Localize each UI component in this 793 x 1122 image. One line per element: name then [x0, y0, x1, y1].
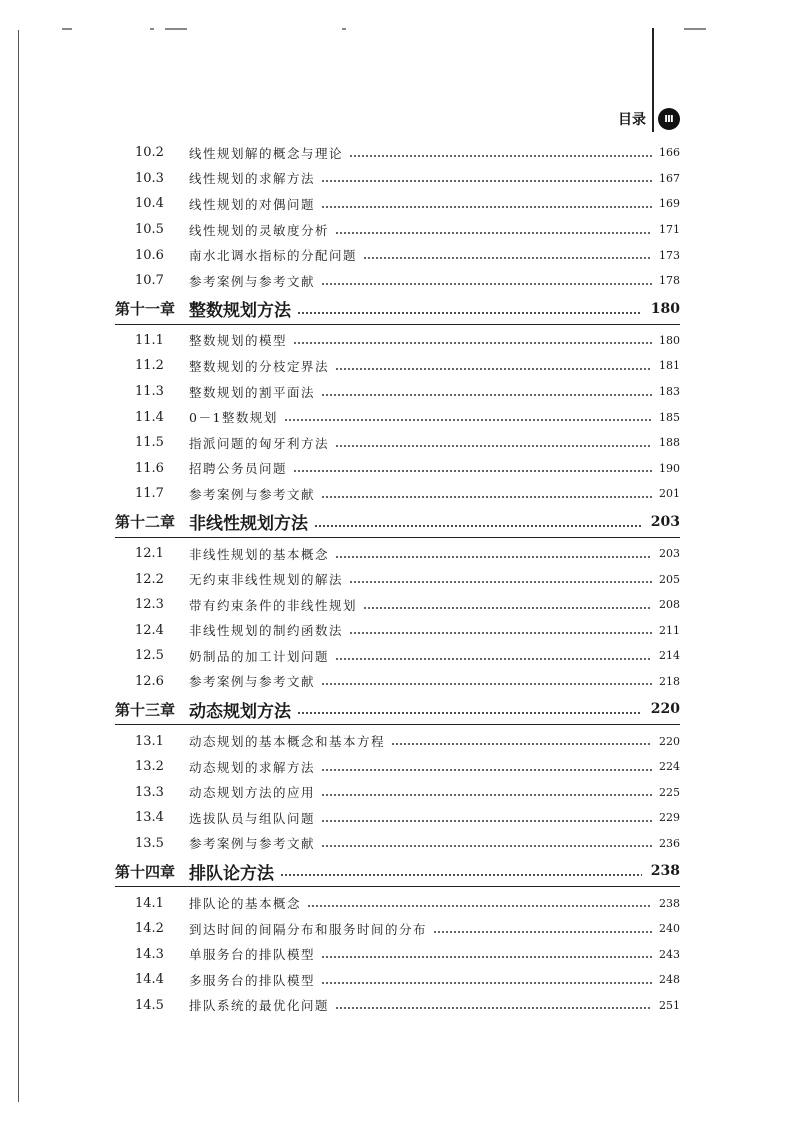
dot-leader: [314, 525, 642, 527]
toc-section-entry[interactable]: [115, 592, 680, 618]
section-title: 线性规划的灵敏度分析: [189, 222, 330, 238]
dot-leader: [433, 931, 652, 933]
page-number: 173: [659, 248, 680, 262]
page-number: 167: [659, 171, 680, 185]
page-number: 225: [659, 785, 680, 799]
dot-leader: [335, 1007, 652, 1009]
section-number: 12.2: [135, 571, 164, 587]
page-number: 238: [659, 896, 680, 910]
dot-leader: [321, 283, 652, 285]
section-title: 招聘公务员问题: [189, 461, 288, 477]
section-title: 0－1整数规划: [189, 410, 278, 426]
dot-leader: [335, 658, 652, 660]
section-number: 11.1: [135, 332, 164, 348]
dot-leader: [321, 180, 652, 182]
section-title: 参考案例与参考文献: [189, 674, 316, 690]
dot-leader: [321, 496, 652, 498]
section-number: 10.2: [135, 145, 164, 161]
section-number: 13.2: [135, 759, 164, 775]
page-number: 238: [650, 863, 680, 880]
toc-section-entry[interactable]: [115, 430, 680, 456]
section-number: 13.3: [135, 784, 164, 800]
section-title: 排队系统的最优化问题: [189, 998, 330, 1014]
section-number: 14.3: [135, 946, 164, 962]
scan-speck: [684, 28, 706, 30]
page-number: 181: [659, 359, 680, 373]
section-title: 线性规划的对偶问题: [189, 196, 316, 212]
chapter-number: 第十四章: [115, 862, 176, 881]
chapter-title: 排队论方法: [189, 863, 275, 884]
dot-leader: [349, 632, 652, 634]
page-number: 220: [659, 734, 680, 748]
section-title: 非线性规划的制约函数法: [189, 623, 344, 639]
section-number: 14.2: [135, 921, 164, 937]
toc-section-entry[interactable]: [115, 993, 680, 1019]
section-title: 整数规划的模型: [189, 333, 288, 349]
page-number: 180: [659, 333, 680, 347]
chapter-title: 整数规划方法: [189, 301, 292, 322]
toc-section-entry[interactable]: [115, 566, 680, 592]
page-number: 166: [659, 146, 680, 160]
page-header: [618, 107, 680, 131]
dot-leader: [321, 683, 652, 685]
section-number: 10.5: [135, 222, 164, 238]
page-number-badge: Ⅲ: [658, 108, 680, 130]
section-number: 10.7: [135, 273, 164, 289]
toc-section-entry[interactable]: [115, 268, 680, 294]
dot-leader: [297, 712, 642, 714]
toc-section-entry[interactable]: [115, 941, 680, 967]
section-title: 动态规划的求解方法: [189, 759, 316, 775]
section-number: 13.5: [135, 835, 164, 851]
toc-section-entry[interactable]: [115, 916, 680, 942]
section-title: 线性规划的求解方法: [189, 171, 316, 187]
page-number: 178: [659, 274, 680, 288]
section-number: 11.2: [135, 358, 164, 374]
section-number: 11.3: [135, 384, 164, 400]
section-title: 非线性规划的基本概念: [189, 546, 330, 562]
page-number: 220: [650, 701, 680, 718]
page-number: 248: [659, 973, 680, 987]
toc-section-entry[interactable]: [115, 779, 680, 805]
page-number: 183: [659, 385, 680, 399]
toc-section-entry[interactable]: [115, 967, 680, 993]
page-number: 201: [659, 487, 680, 501]
section-title: 整数规划的分枝定界法: [189, 358, 330, 374]
section-number: 13.1: [135, 733, 164, 749]
dot-leader: [321, 845, 652, 847]
section-title: 整数规划的割平面法: [189, 384, 316, 400]
dot-leader: [349, 581, 652, 583]
toc-section-entry[interactable]: [115, 242, 680, 268]
page-number: 229: [659, 811, 680, 825]
section-title: 线性规划解的概念与理论: [189, 145, 344, 161]
dot-leader: [335, 556, 652, 558]
toc-section-entry[interactable]: [115, 379, 680, 405]
section-number: 13.4: [135, 810, 164, 826]
page-title: 目录: [618, 112, 646, 128]
section-title: 动态规划的基本概念和基本方程: [189, 734, 386, 750]
toc-section-entry[interactable]: [115, 728, 680, 754]
dot-leader: [335, 232, 652, 234]
toc-section-entry[interactable]: [115, 404, 680, 430]
page-number: 208: [659, 598, 680, 612]
dot-leader: [293, 470, 652, 472]
toc-section-entry[interactable]: [115, 618, 680, 644]
scan-margin-line: [18, 30, 19, 1102]
section-title: 到达时间的间隔分布和服务时间的分布: [189, 921, 428, 937]
section-title: 参考案例与参考文献: [189, 486, 316, 502]
section-number: 11.4: [135, 409, 164, 425]
dot-leader: [335, 445, 652, 447]
section-number: 10.3: [135, 170, 164, 186]
page-number: 243: [659, 947, 680, 961]
dot-leader: [280, 874, 642, 876]
chapter-number: 第十二章: [115, 513, 176, 532]
scan-speck: [165, 28, 187, 30]
dot-leader: [297, 312, 642, 314]
dot-leader: [363, 607, 652, 609]
toc-section-entry[interactable]: [115, 456, 680, 482]
dot-leader: [321, 794, 652, 796]
section-title: 南水北调水指标的分配问题: [189, 248, 358, 264]
toc-section-entry[interactable]: [115, 191, 680, 217]
section-title: 参考案例与参考文献: [189, 836, 316, 852]
section-title: 无约束非线性规划的解法: [189, 572, 344, 588]
section-title: 选拔队员与组队问题: [189, 810, 316, 826]
toc-section-entry[interactable]: [115, 643, 680, 669]
section-number: 11.7: [135, 486, 164, 502]
toc-section-entry[interactable]: [115, 217, 680, 243]
dot-leader: [391, 743, 652, 745]
toc-section-entry[interactable]: [115, 831, 680, 857]
toc-section-entry[interactable]: [115, 481, 680, 507]
dot-leader: [307, 905, 652, 907]
section-number: 11.6: [135, 460, 164, 476]
toc-section-entry[interactable]: [115, 140, 680, 166]
dot-leader: [363, 257, 652, 259]
page-number: 185: [659, 410, 680, 424]
dot-leader: [284, 419, 652, 421]
dot-leader: [321, 820, 652, 822]
section-title: 参考案例与参考文献: [189, 273, 316, 289]
page-number: 205: [659, 572, 680, 586]
toc-section-entry[interactable]: [115, 541, 680, 567]
page-number: 190: [659, 461, 680, 475]
page-number: 180: [650, 300, 680, 317]
section-title: 多服务台的排队模型: [189, 972, 316, 988]
section-number: 14.4: [135, 972, 164, 988]
chapter-title: 动态规划方法: [189, 701, 292, 722]
page-number: 214: [659, 649, 680, 663]
section-number: 10.4: [135, 196, 164, 212]
scan-speck: [342, 28, 346, 30]
dot-leader: [349, 155, 652, 157]
section-title: 指派问题的匈牙利方法: [189, 435, 330, 451]
section-number: 12.4: [135, 622, 164, 638]
dot-leader: [321, 956, 652, 958]
section-number: 14.1: [135, 895, 164, 911]
toc-section-entry[interactable]: [115, 353, 680, 379]
page-number: 240: [659, 922, 680, 936]
section-title: 动态规划方法的应用: [189, 785, 316, 801]
page-number: 236: [659, 836, 680, 850]
section-title: 单服务台的排队模型: [189, 947, 316, 963]
toc-section-entry[interactable]: [115, 669, 680, 695]
page-number: 203: [659, 547, 680, 561]
dot-leader: [321, 982, 652, 984]
section-number: 12.3: [135, 597, 164, 613]
dot-leader: [293, 342, 652, 344]
toc-section-entry[interactable]: [115, 754, 680, 780]
section-number: 12.6: [135, 673, 164, 689]
dot-leader: [335, 368, 652, 370]
page-number: 171: [659, 223, 680, 237]
page-number: 251: [659, 998, 680, 1012]
toc-section-entry[interactable]: [115, 328, 680, 354]
toc-chapter-entry[interactable]: [115, 694, 680, 725]
chapter-title: 非线性规划方法: [189, 514, 309, 535]
dot-leader: [321, 769, 652, 771]
page-number: 169: [659, 197, 680, 211]
scan-speck: [62, 28, 72, 30]
dot-leader: [321, 394, 652, 396]
scan-speck: [150, 28, 154, 30]
table-of-contents: [115, 140, 680, 1018]
toc-section-entry[interactable]: [115, 890, 680, 916]
section-number: 11.5: [135, 435, 164, 451]
chapter-number: 第十三章: [115, 700, 176, 719]
section-number: 14.5: [135, 997, 164, 1013]
toc-chapter-entry[interactable]: [115, 856, 680, 887]
chapter-number: 第十一章: [115, 300, 176, 319]
toc-chapter-entry[interactable]: [115, 294, 680, 325]
toc-chapter-entry[interactable]: [115, 507, 680, 538]
section-title: 带有约束条件的非线性规划: [189, 597, 358, 613]
section-title: 奶制品的加工计划问题: [189, 648, 330, 664]
toc-section-entry[interactable]: [115, 166, 680, 192]
page-number: 218: [659, 674, 680, 688]
page-number: 188: [659, 436, 680, 450]
page-number: 211: [659, 623, 680, 637]
dot-leader: [321, 206, 652, 208]
section-number: 10.6: [135, 247, 164, 263]
toc-section-entry[interactable]: [115, 805, 680, 831]
section-title: 排队论的基本概念: [189, 896, 302, 912]
page-number: 203: [650, 513, 680, 530]
section-number: 12.1: [135, 546, 164, 562]
page-number: 224: [659, 760, 680, 774]
section-number: 12.5: [135, 648, 164, 664]
